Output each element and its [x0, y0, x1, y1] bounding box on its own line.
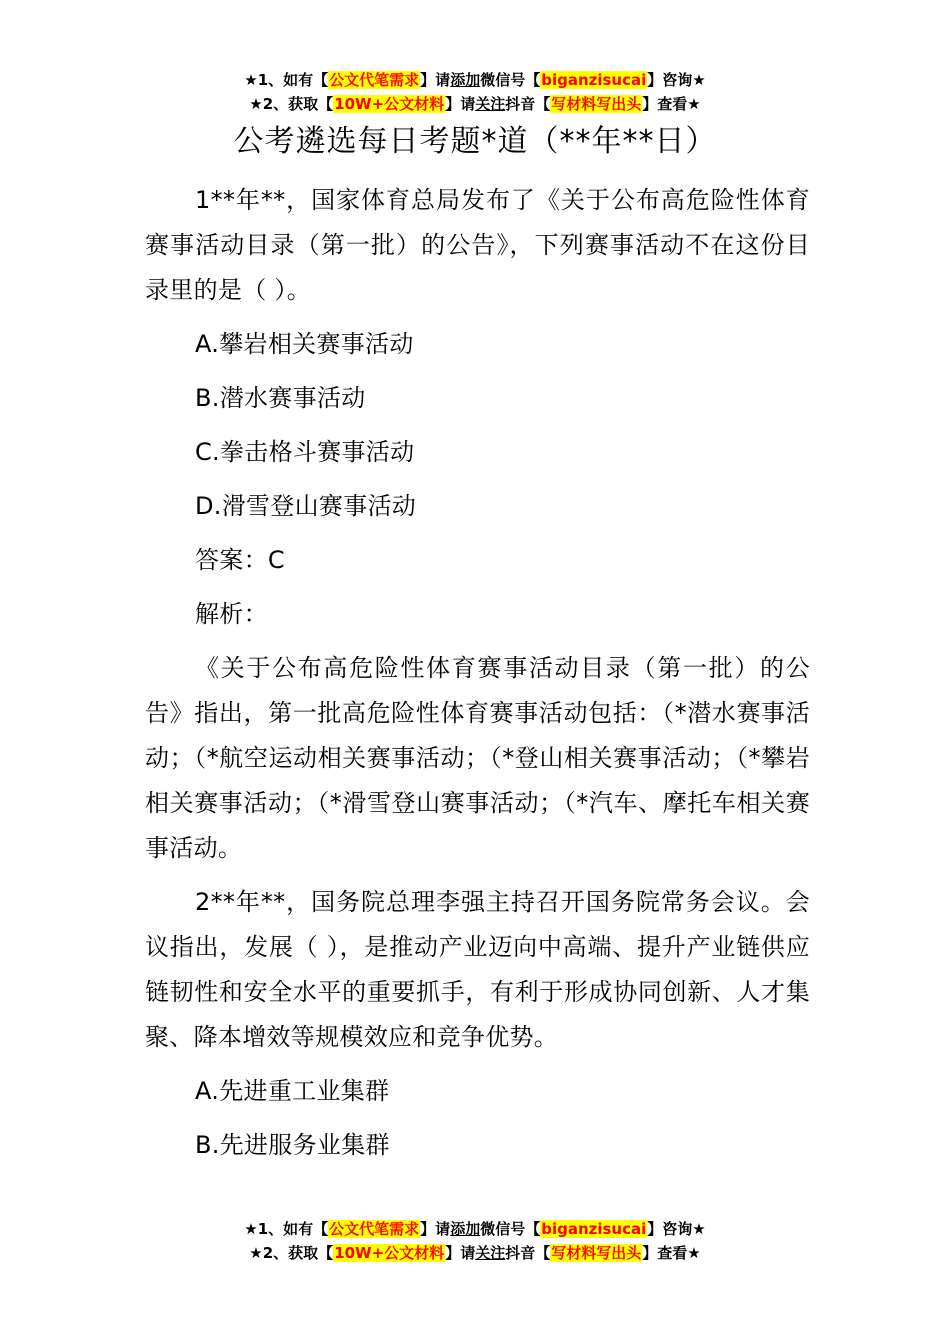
question-2-option-b: B.先进服务业集群 — [195, 1131, 390, 1159]
banner-highlight: 公文代笔需求 — [329, 71, 420, 89]
footer-banner — [0, 1217, 950, 1265]
question-1-answer: 答案：C — [195, 546, 285, 574]
question-1-analysis-label: 解析： — [195, 600, 268, 628]
question-1-option-c: C.拳击格斗赛事活动 — [195, 438, 415, 466]
question-1-option-a: A.攀岩相关赛事活动 — [195, 330, 414, 358]
page-title: 公考遴选每日考题*道（**年**日） — [233, 124, 717, 159]
banner-highlight: 10W+公文材料 — [334, 1244, 445, 1262]
question-2-option-a: A.先进重工业集群 — [195, 1077, 390, 1105]
banner-line-2: ★2、获取【10W+公文材料】请关注抖音【写材料写出头】查看★ — [249, 1244, 701, 1262]
banner-highlight: 公文代笔需求 — [329, 1220, 420, 1238]
header-banner — [0, 68, 950, 116]
banner-highlight: 写材料写出头 — [551, 1244, 642, 1262]
banner-line-2: ★2、获取【10W+公文材料】请关注抖音【写材料写出头】查看★ — [249, 95, 701, 113]
question-1-analysis: 《关于公布高危险性体育赛事活动目录（第一批）的公告》指出，第一批高危险性体育赛事活动包括：（*潜水赛事活动；（*航空运动相关赛事活动；（*登山相关赛事活动；（*攀岩相关赛事活动；（*滑雪登山赛事活动；（*汽车、摩托车相关赛事活动。 — [145, 654, 810, 862]
document-body — [145, 178, 810, 1168]
question-2-stem: 2**年**，国务院总理李强主持召开国务院常务会议。会议指出，发展（ ），是推动产业迈向中高端、提升产业链供应链韧性和安全水平的重要抓手，有利于形成协同创新、人才集聚、降本增效等规模效应和竞争优势。 — [145, 888, 810, 1051]
question-1-option-d: D.滑雪登山赛事活动 — [195, 492, 417, 520]
banner-highlight: 写材料写出头 — [551, 95, 642, 113]
banner-line-1: ★1、如有【公文代笔需求】请添加微信号【biganzisucai】咨询★ — [244, 71, 706, 89]
banner-highlight: biganzisucai — [541, 1220, 647, 1238]
banner-line-1: ★1、如有【公文代笔需求】请添加微信号【biganzisucai】咨询★ — [244, 1220, 706, 1238]
banner-highlight: 10W+公文材料 — [334, 95, 445, 113]
banner-highlight: biganzisucai — [541, 71, 647, 89]
question-1-option-b: B.潜水赛事活动 — [195, 384, 366, 412]
question-1-stem: 1**年**，国家体育总局发布了《关于公布高危险性体育赛事活动目录（第一批）的公告》，下列赛事活动不在这份目录里的是（ ）。 — [145, 186, 810, 304]
